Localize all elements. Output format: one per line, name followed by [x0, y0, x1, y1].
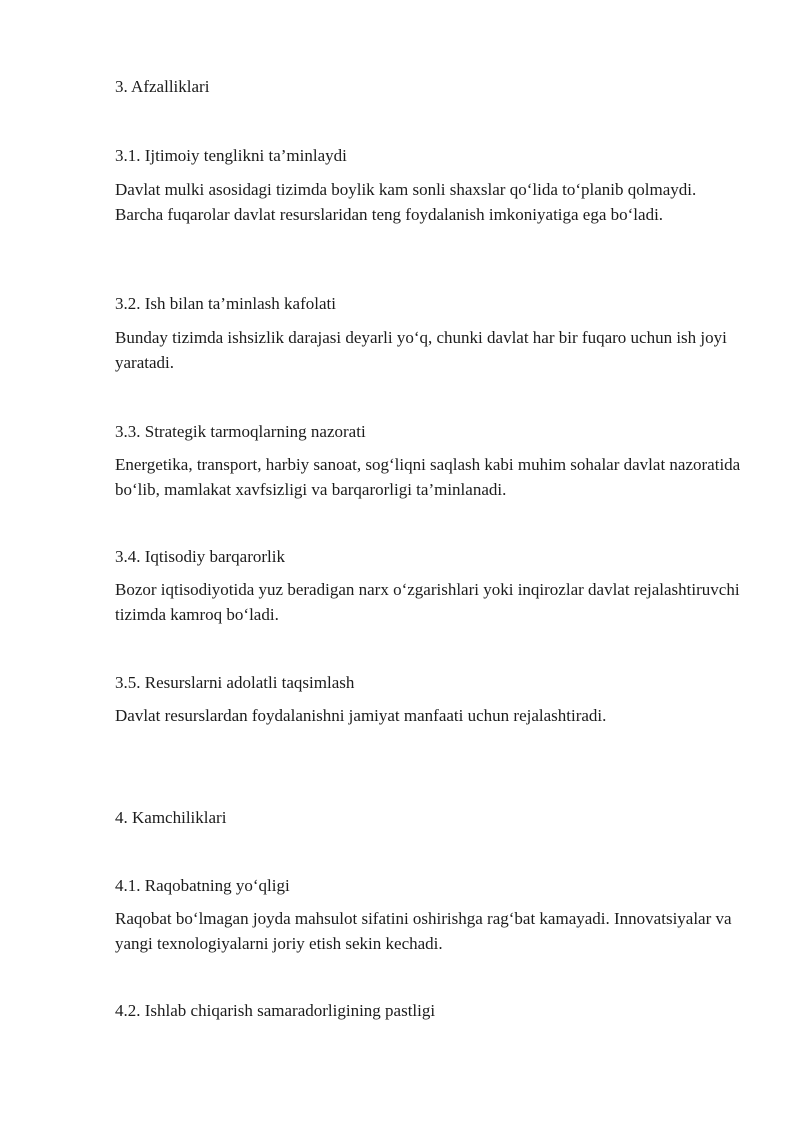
section-4-title: 4. Kamchiliklari [115, 808, 227, 827]
section-3-4-text: Bozor iqtisodiyotida yuz beradigan narx o‘zgarishlari yoki inqirozlar davlat rejalashtiruvchi tizimda kamroq bo‘ladi. [115, 580, 740, 624]
section-3-3-text: Energetika, transport, harbiy sanoat, sog‘liqni saqlash kabi muhim sohalar davlat nazoratida bo‘lib, mamlakat xavfsizligi va barqarorligi ta’minlanadi. [115, 455, 741, 499]
section-4-1-text: Raqobat bo‘lmagan joyda mahsulot sifatini oshirishga rag‘bat kamayadi. Innovatsiyalar va yangi texnologiyalarni joriy etish sekin kechadi. [115, 909, 732, 953]
section-3-1-text: Davlat mulki asosidagi tizimda boylik kam sonli shaxslar qo‘lida to‘planib qolmaydi. Barcha fuqarolar davlat resurslaridan teng foydalanish imkoniyatiga ega bo‘ladi. [115, 180, 697, 224]
section-3-5-text: Davlat resurslardan foydalanishni jamiyat manfaati uchun rejalashtiradi. [115, 706, 607, 725]
section-4-2-heading: 4.2. Ishlab chiqarish samaradorligining pastligi [115, 1001, 436, 1020]
section-3-3-heading: 3.3. Strategik tarmoqlarning nazorati [115, 422, 366, 441]
section-4-1-heading: 4.1. Raqobatning yo‘qligi [115, 876, 290, 895]
section-3-5-heading: 3.5. Resurslarni adolatli taqsimlash [115, 673, 355, 692]
section-3-2-heading: 3.2. Ish bilan ta’minlash kafolati [115, 294, 336, 313]
section-3-1-heading: 3.1. Ijtimoiy tenglikni ta’minlaydi [115, 146, 347, 165]
section-3-4-heading: 3.4. Iqtisodiy barqarorlik [115, 547, 285, 566]
section-3-2-text: Bunday tizimda ishsizlik darajasi deyarli yo‘q, chunki davlat har bir fuqaro uchun ish joyi yaratadi. [115, 328, 727, 372]
section-3-title: 3. Afzalliklari [115, 77, 210, 96]
